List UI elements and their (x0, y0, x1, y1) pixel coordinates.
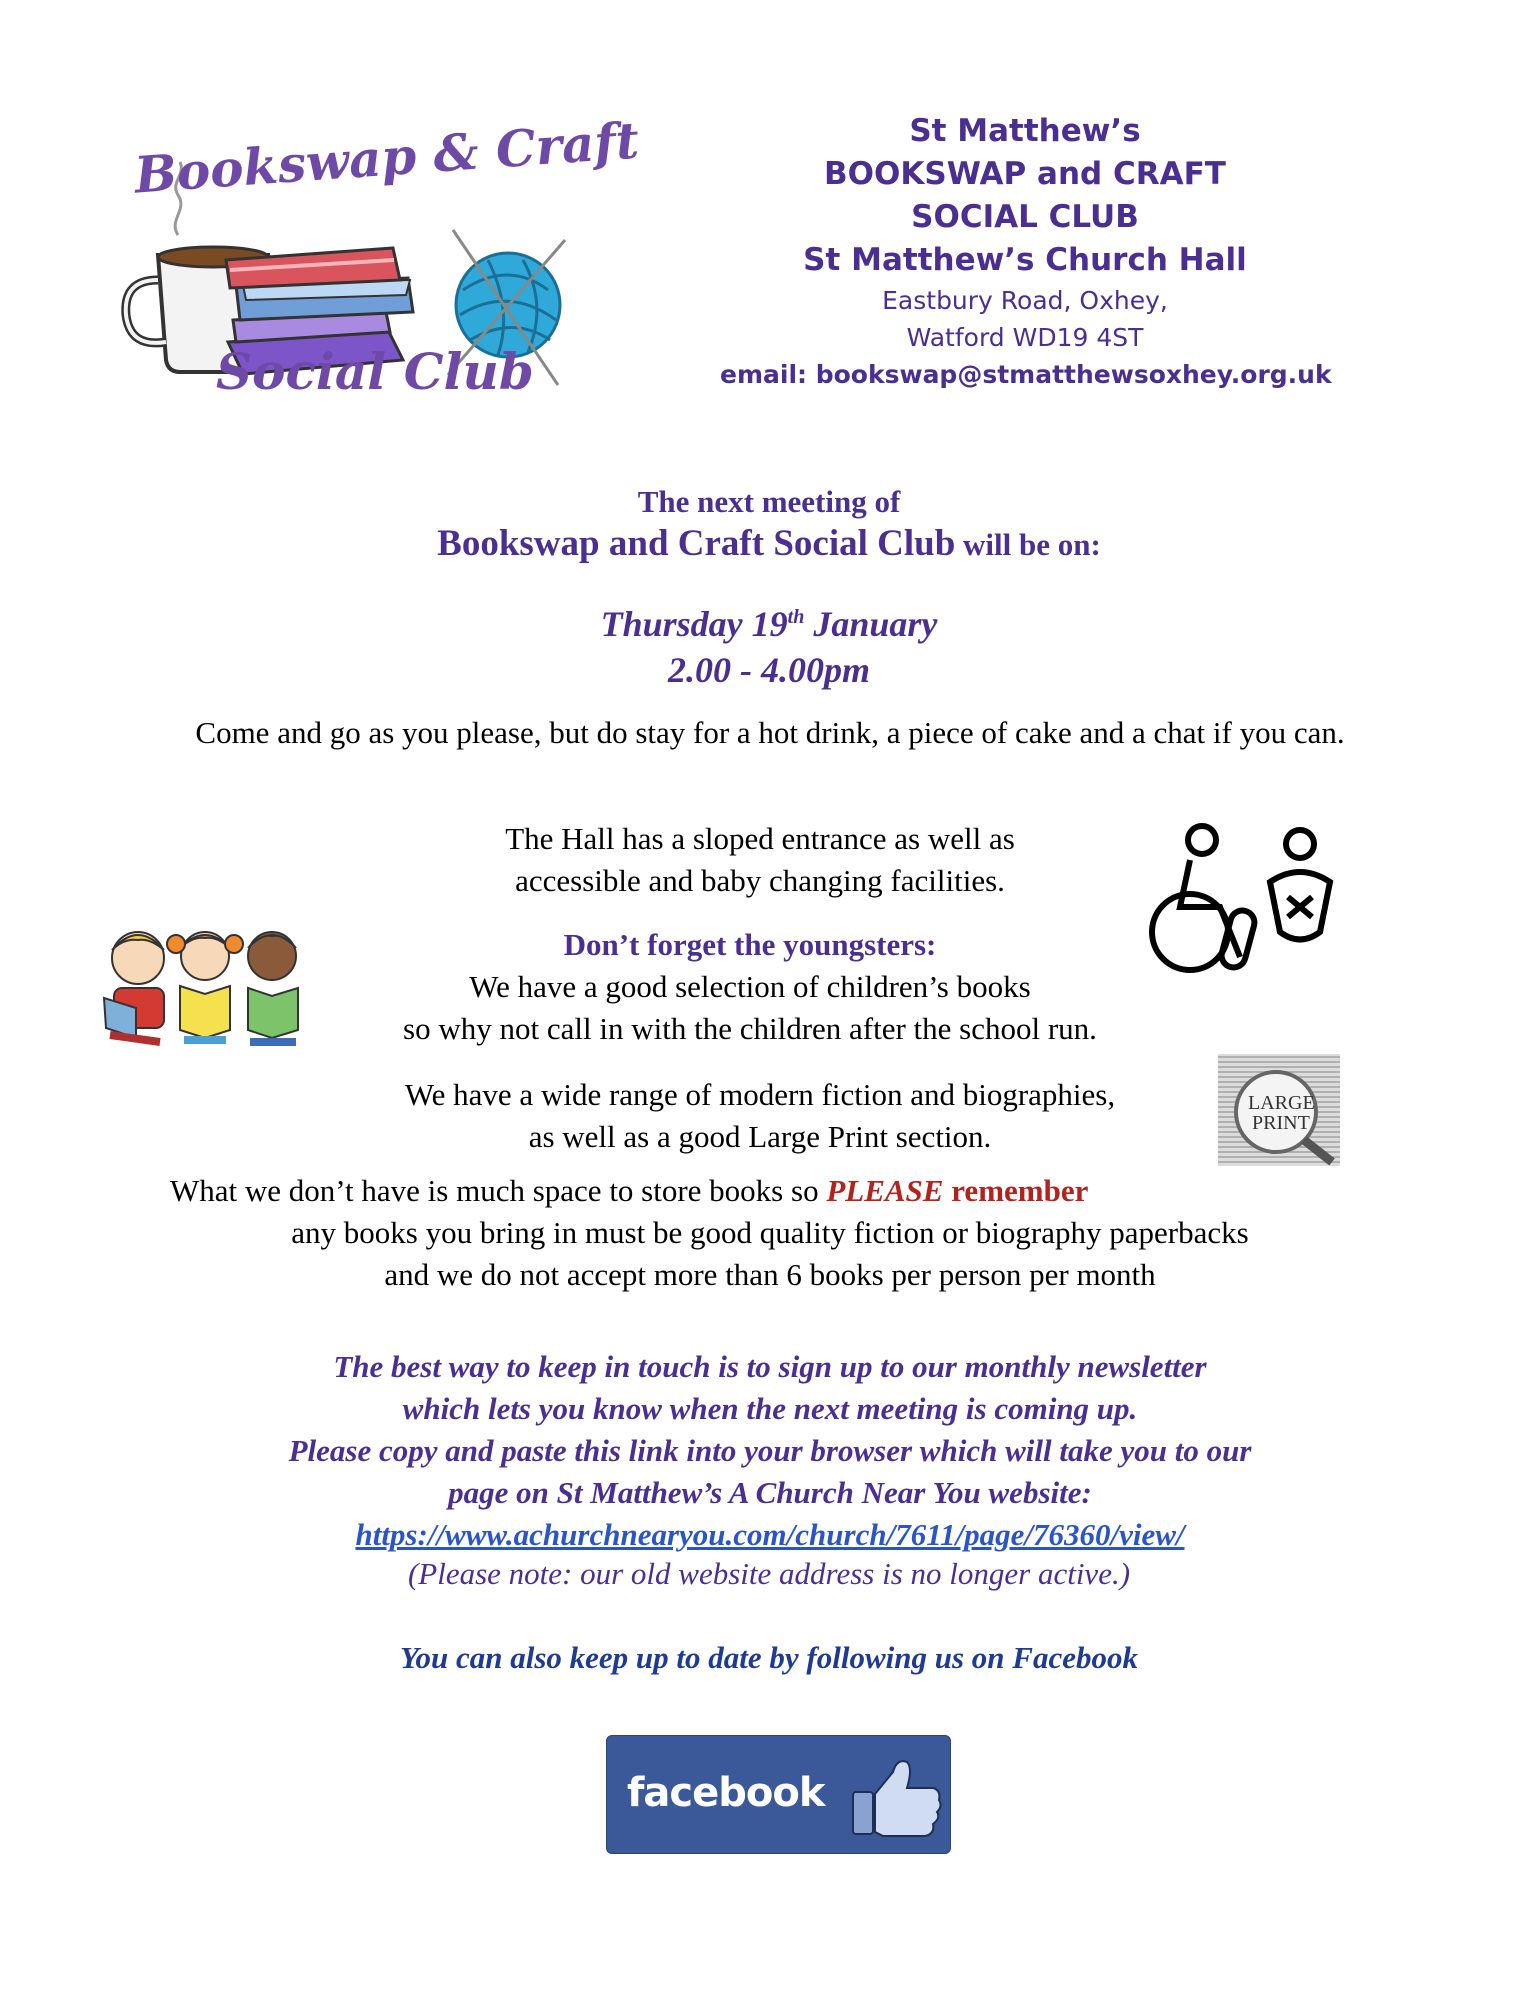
space-line1 (150, 1170, 1390, 1212)
header-block (720, 110, 1330, 394)
meeting-club-name: Bookswap and Craft Social Club (437, 523, 956, 564)
child-3-icon (248, 932, 298, 1042)
space-line3: and we do not accept more than 6 books per person per month (384, 1257, 1156, 1292)
hall-line2: accessible and baby changing facilities. (515, 863, 1005, 898)
header-address1: Eastbury Road, Oxhey, (882, 286, 1168, 315)
hall-line1: The Hall has a sloped entrance as well as (505, 821, 1015, 856)
meeting-will-be: will be on: (955, 527, 1101, 562)
meeting-day: Thursday 19 (600, 604, 788, 644)
large-print-image (1218, 1054, 1340, 1166)
space-text (150, 1170, 1390, 1296)
children-reading-image (100, 920, 310, 1050)
newsletter-line3: Please copy and paste this link into your browser which will take you to our (288, 1433, 1252, 1468)
space-please: PLEASE (826, 1173, 944, 1208)
range-line2: as well as a good Large Print section. (528, 1119, 992, 1154)
header-venue: St Matthew’s Church Hall (803, 242, 1247, 278)
youngsters-heading: Don’t forget the youngsters: (563, 927, 937, 962)
header-line3: SOCIAL CLUB (911, 199, 1139, 235)
thumbs-up-icon (845, 1754, 945, 1844)
newsletter-text (150, 1346, 1390, 1556)
youngsters-text (320, 924, 1180, 1050)
logo-subtitle: Social Club (216, 342, 534, 401)
large-print-line2: PRINT (1252, 1112, 1310, 1134)
range-line1: We have a wide range of modern fiction and biographies, (404, 1077, 1116, 1112)
space-remember: remember (943, 1173, 1089, 1208)
newsletter-line1: The best way to keep in touch is to sign up to our monthly newsletter (333, 1349, 1207, 1384)
large-print-line1: LARGE (1248, 1092, 1315, 1114)
newsletter-line4: page on St Matthew’s A Church Near You website: (448, 1475, 1092, 1510)
website-note: (Please note: our old website address is no longer active.) (407, 1556, 1131, 1591)
child-1-icon (104, 932, 164, 1042)
facebook-follow-text: You can also keep up to date by following us on Facebook (400, 1640, 1138, 1675)
baby-changing-icon (1270, 830, 1330, 940)
meeting-date-block (0, 594, 1538, 693)
meeting-date (0, 594, 1538, 647)
facebook-button[interactable] (606, 1735, 951, 1854)
header-line2: BOOKSWAP and CRAFT (824, 156, 1226, 192)
youngsters-line1: We have a good selection of children’s books (469, 969, 1031, 1004)
facebook-label: facebook (627, 1770, 825, 1816)
club-logo (118, 110, 641, 420)
space-line2: any books you bring in must be good quality fiction or biography paperbacks (291, 1215, 1249, 1250)
header-line1: St Matthew’s (909, 113, 1141, 149)
meeting-time: 2.00 - 4.00pm (668, 650, 870, 690)
newsletter-line2: which lets you know when the next meeting is coming up. (402, 1391, 1138, 1426)
come-go-text: Come and go as you please, but do stay for a hot drink, a piece of cake and a chat if you can. (195, 715, 1345, 750)
meeting-intro: The next meeting of (637, 484, 901, 519)
child-2-icon (167, 932, 243, 1040)
header-address2: Watford WD19 4ST (906, 323, 1144, 352)
newsletter-link[interactable]: https://www.achurchnearyou.com/church/7611/page/76360/view/ (355, 1517, 1185, 1552)
header-email[interactable]: email: bookswap@stmatthewsoxhey.org.uk (720, 360, 1332, 389)
meeting-month: January (804, 604, 938, 644)
hall-text (430, 818, 1090, 902)
youngsters-line2: so why not call in with the children after the school run. (403, 1011, 1097, 1046)
meeting-club-line (0, 522, 1538, 565)
range-text (300, 1074, 1220, 1158)
meeting-day-suffix: th (787, 606, 805, 628)
logo-title: Bookswap & Craft (132, 110, 641, 205)
space-pre: What we don’t have is much space to store books so (170, 1173, 827, 1208)
